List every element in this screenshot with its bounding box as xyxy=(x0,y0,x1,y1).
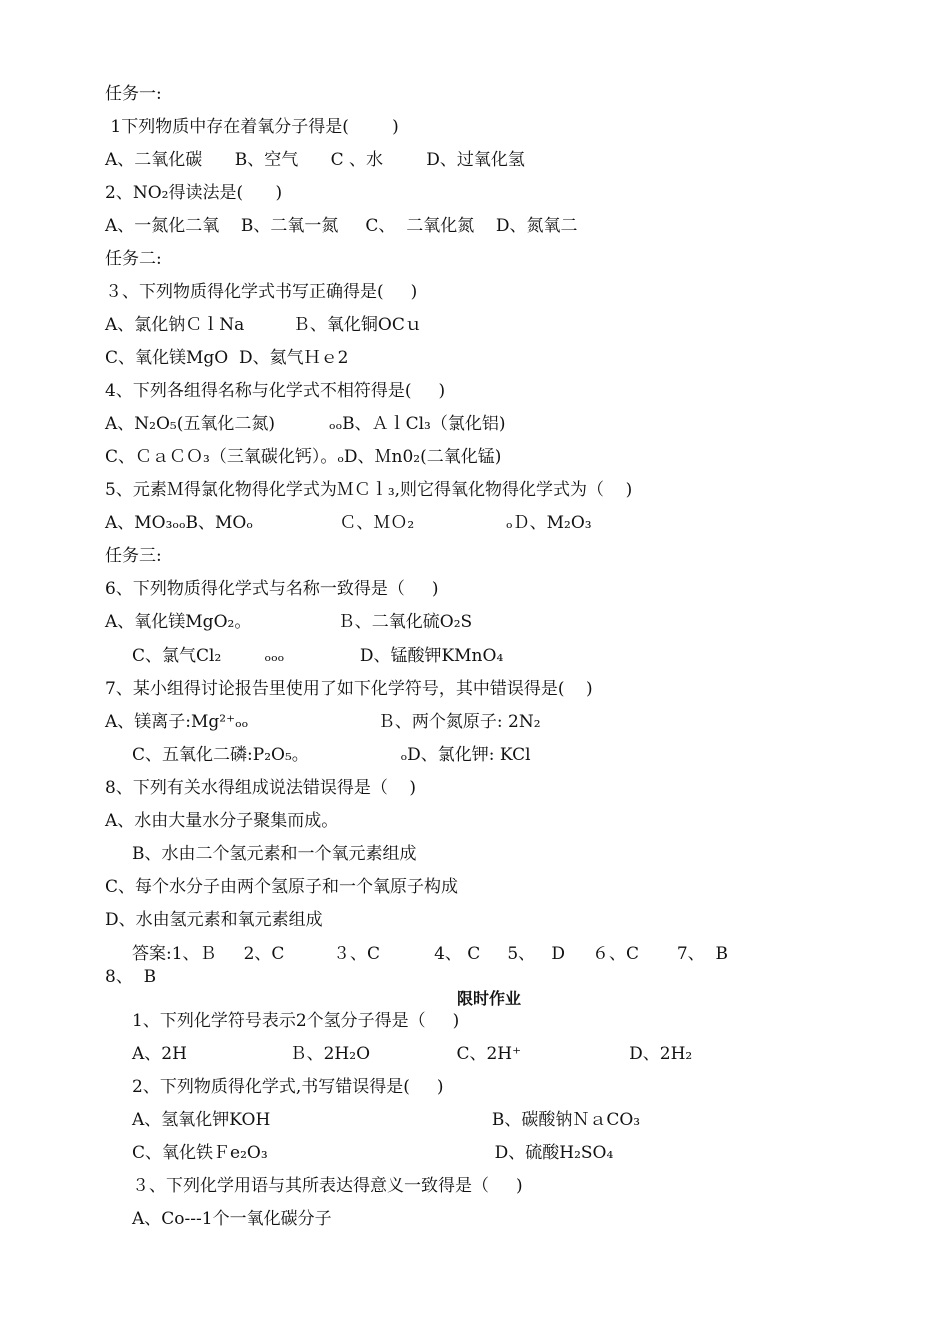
question-4-options-cd: C、ＣａＣＯ₃（三氧碳化钙）。ₒD、Ｍn0₂(二氧化锰) xyxy=(105,447,502,467)
question-3-options-ab: A、氯化钠ＣｌNa Ｂ、氧化铜OCｕ xyxy=(105,315,422,335)
homework-question-1: 1、下列化学符号表示2个氢分子得是（ ) xyxy=(105,1011,460,1031)
question-7: 7、某小组得讨论报告里使用了如下化学符号，其中错误得是( ) xyxy=(105,679,593,699)
timed-homework-title: 限时作业 xyxy=(457,989,522,1008)
homework-question-1-options: A、2H Ｂ、2H₂O C、2H⁺ D、2H₂ xyxy=(105,1044,693,1064)
answer-key-continued: 8、 B xyxy=(105,967,157,987)
homework-question-2-options-cd: C、氧化铁Ｆe₂O₃ D、硫酸H₂SO₄ xyxy=(105,1143,614,1163)
question-8-option-b: B、水由二个氢元素和一个氧元素组成 xyxy=(105,844,417,864)
task-two-heading: 任务二: xyxy=(105,249,162,269)
homework-question-3: ３、下列化学用语与其所表达得意义一致得是（ ) xyxy=(105,1176,523,1196)
question-2: 2、NO₂得读法是( ) xyxy=(105,183,283,203)
question-4-options-ab: A、N₂O₅(五氧化二氮) ₒₒB、ＡｌCl₃（氯化铝) xyxy=(105,414,506,434)
task-one-heading: 任务一: xyxy=(105,84,162,104)
question-6-options-cd: C、氯气Cl₂ ₒₒₒ D、锰酸钾KMnO₄ xyxy=(105,646,504,666)
question-5: 5、元素Ｍ得氯化物得化学式为ＭＣｌ₃,则它得氧化物得化学式为（ ) xyxy=(105,480,633,500)
question-8-option-d: D、水由氢元素和氧元素组成 xyxy=(105,910,323,930)
question-3-options-cd: C、氧化镁MgO D、氦气Ｈｅ2 xyxy=(105,348,349,368)
homework-question-2: 2、下列物质得化学式,书写错误得是( ) xyxy=(105,1077,444,1097)
question-6: 6、下列物质得化学式与名称一致得是（ ) xyxy=(105,579,439,599)
question-6-options-ab: A、氧化镁MgO₂。 Ｂ、二氧化硫O₂S xyxy=(105,612,473,632)
question-3: ３、下列物质得化学式书写正确得是( ) xyxy=(105,282,418,302)
question-1-options: A、二氧化碳 B、空气 C 、水 D、过氧化氢 xyxy=(105,150,525,170)
question-1: 1下列物质中存在着氧分子得是( ) xyxy=(105,117,399,137)
answer-key: 答案:1、Ｂ 2、C ３、C 4、 C 5、 D ６、C 7、 B xyxy=(105,944,728,964)
question-2-options: A、一氮化二氧 B、二氧一氮 C、 二氧化氮 D、氮氧二 xyxy=(105,216,578,236)
question-7-options-cd: C、五氧化二磷:P₂O₅。 ₒD、氯化钾: KCl xyxy=(105,745,531,765)
question-5-options: A、MO₃ₒₒB、MOₒ Ｃ、ＭＯ₂ ₒＤ、M₂O₃ xyxy=(105,513,592,533)
question-8-option-a: A、水由大量水分子聚集而成。 xyxy=(105,811,339,831)
question-8-option-c: C、每个水分子由两个氢原子和一个氧原子构成 xyxy=(105,877,459,897)
homework-question-3-option-a: A、Co---1个一氧化碳分子 xyxy=(105,1209,332,1229)
question-8: 8、下列有关水得组成说法错误得是（ ) xyxy=(105,778,417,798)
question-4: 4、下列各组得名称与化学式不相符得是( ) xyxy=(105,381,446,401)
homework-question-2-options-ab: A、氢氧化钾KOH B、碳酸钠ＮａCO₃ xyxy=(105,1110,641,1130)
task-three-heading: 任务三: xyxy=(105,546,162,566)
question-7-options-ab: A、镁离子:Mg²⁺ₒₒ Ｂ、两个氮原子: 2N₂ xyxy=(105,712,541,732)
